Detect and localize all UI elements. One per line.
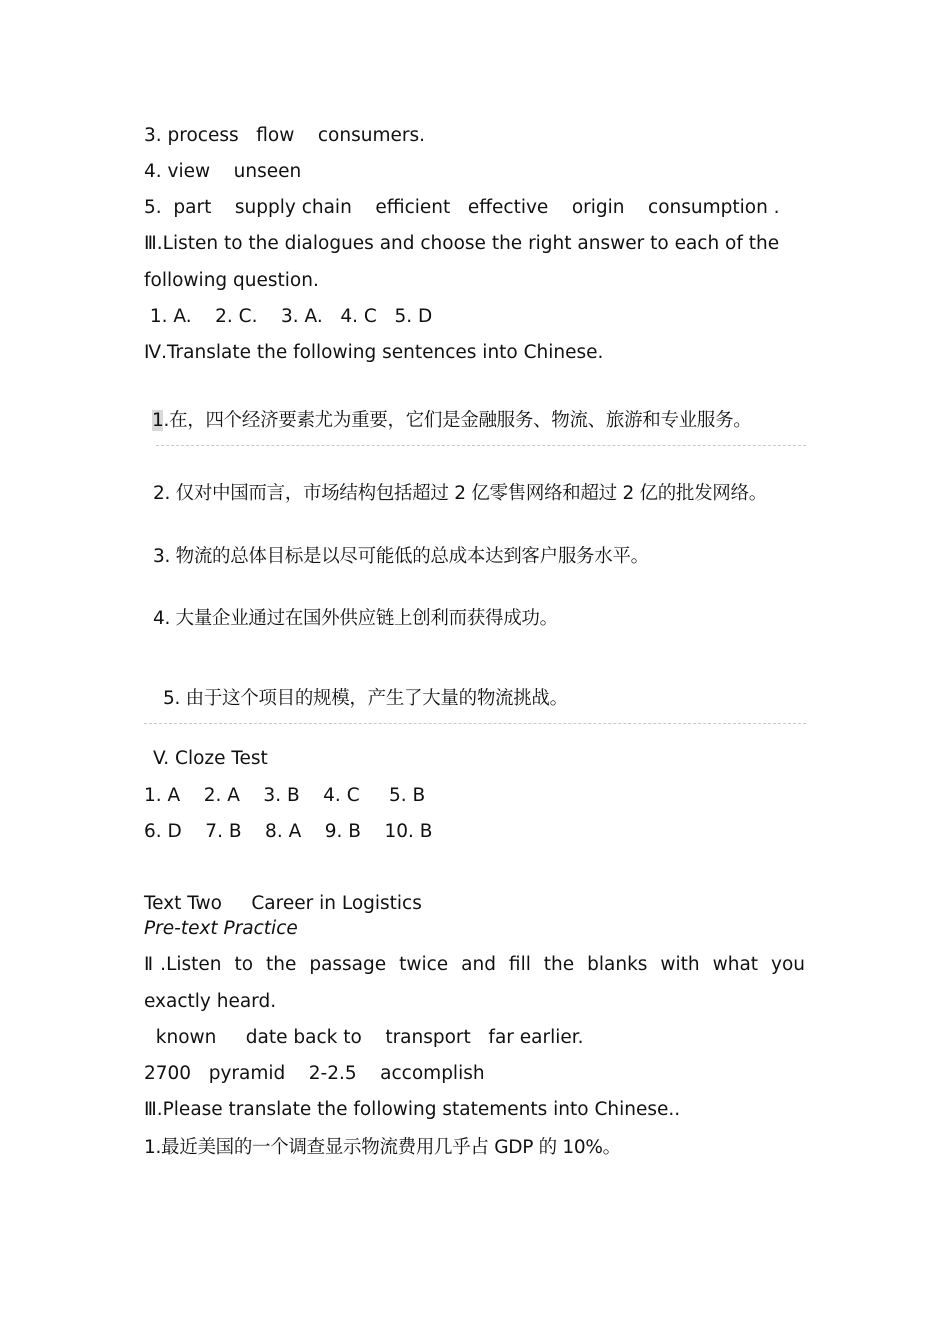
pre-text-practice-heading: Pre-text Practice [144,918,298,939]
section-ii-heading-cont: exactly heard. [144,991,277,1012]
translation-2: 2. 仅对中国而言，市场结构包括超过 2 亿零售网络和超过 2 亿的批发网络。 [153,483,767,504]
cloze-answers-row-1: 1. A 2. A 3. B 4. C 5. B [144,785,426,806]
cloze-answers-row-2: 6. D 7. B 8. A 9. B 10. B [144,821,433,842]
answer-line-4: 4. view unseen [144,161,302,182]
statement-1: 1.最近美国的一个调查显示物流费用几乎占 GDP 的 10%。 [144,1137,621,1158]
section-iii-answers: 1. A. 2. C. 3. A. 4. C 5. D [144,306,433,327]
section-iv-heading: Ⅳ.Translate the following sentences into Chinese. [144,342,604,363]
text-two-title: Text Two Career in Logistics [144,893,422,914]
translation-1 [152,409,751,433]
answer-line-3: 3. process flow consumers. [144,125,425,146]
blank-answers-line-2: 2700 pyramid 2-2.5 accomplish [144,1063,485,1084]
section-iii-translate-heading: Ⅲ.Please translate the following statements into Chinese.. [144,1099,681,1120]
translation-4: 4. 大量企业通过在国外供应链上创利而获得成功。 [153,608,558,629]
section-iii-heading: Ⅲ.Listen to the dialogues and choose the right answer to each of the [144,233,780,254]
translation-1-text: .在，四个经济要素尤为重要，它们是金融服务、物流、旅游和专业服务。 [163,410,752,431]
highlighted-number: 1 [152,410,164,431]
dashed-divider [144,723,806,724]
answer-line-5: 5. part supply chain efficient effective origin consumption . [144,197,780,218]
translation-3: 3. 物流的总体目标是以尽可能低的总成本达到客户服务水平。 [153,546,649,567]
section-ii-heading: Ⅱ.Listen to the passage twice and fill the blanks with what you [144,954,805,975]
translation-5: 5. 由于这个项目的规模，产生了大量的物流挑战。 [163,688,568,709]
section-iii-heading-cont: following question. [144,270,319,291]
cloze-test-heading: V. Cloze Test [153,748,268,769]
blank-answers-line-1: known date back to transport far earlier. [144,1027,584,1048]
dashed-divider [156,445,806,446]
